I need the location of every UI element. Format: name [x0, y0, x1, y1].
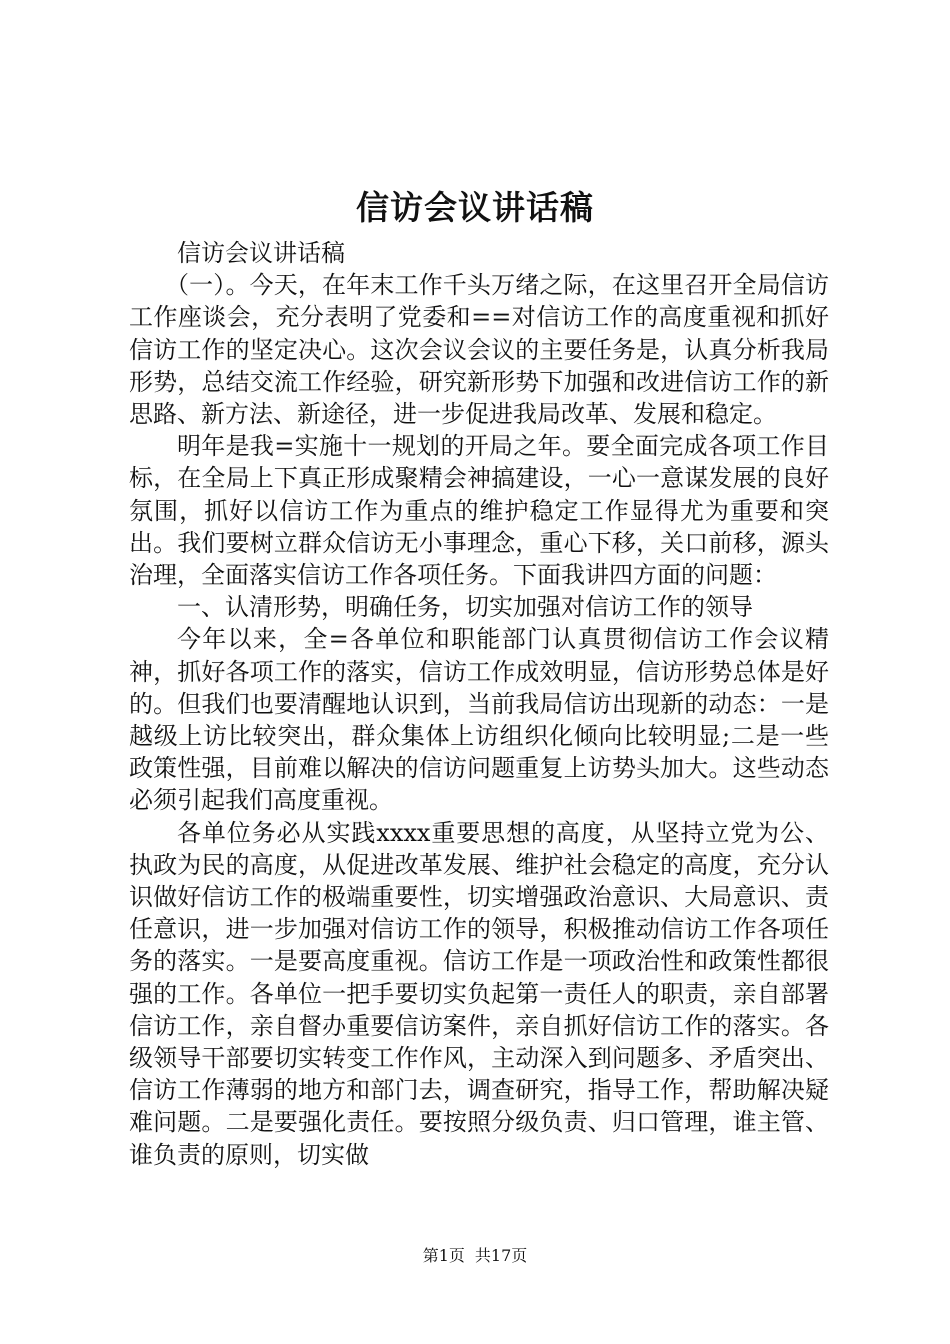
- body-paragraph: 明年是我=实施十一规划的开局之年。要全面完成各项工作目标，在全局上下真正形成聚精会神搞建设，一心一意谋发展的良好氛围，抓好以信访工作为重点的维护稳定工作显得尤为重要和突出。我们要树立群众信访无小事理念，重心下移，关口前移，源头治理，全面落实信访工作各项任务。下面我讲四方面的问题：: [129, 432, 829, 590]
- document-body: [129, 237, 829, 1171]
- section-heading: 一、认清形势，明确任务，切实加强对信访工作的领导: [177, 593, 753, 622]
- subtitle-paragraph: 信访会议讲话稿: [177, 239, 345, 267]
- page-total: 共17页: [474, 1246, 528, 1265]
- document-title: 信访会议讲话稿: [356, 188, 594, 227]
- page-number: 第1页: [422, 1246, 465, 1265]
- body-paragraph: 今年以来，全=各单位和职能部门认真贯彻信访工作会议精神，抓好各项工作的落实，信访工作成效明显，信访形势总体是好的。但我们也要清醒地认识到，当前我局信访出现新的动态：一是越级上访比较突出，群众集体上访组织化倾向比较明显;二是一些政策性强，目前难以解决的信访问题重复上访势头加大。这些动态必须引起我们高度重视。: [129, 625, 829, 815]
- page-footer: [0, 1245, 950, 1267]
- body-paragraph: 各单位务必从实践xxxx重要思想的高度，从坚持立党为公、执政为民的高度，从促进改革发展、维护社会稳定的高度，充分认识做好信访工作的极端重要性，切实增强政治意识、大局意识、责任意识，进一步加强对信访工作的领导，积极推动信访工作各项任务的落实。一是要高度重视。信访工作是一项政治性和政策性都很强的工作。各单位一把手要切实负起第一责任人的职责，亲自部署信访工作，亲自督办重要信访案件，亲自抓好信访工作的落实。各级领导干部要切实转变工作作风，主动深入到问题多、矛盾突出、信访工作薄弱的地方和部门去，调查研究，指导工作，帮助解决疑难问题。二是要强化责任。要按照分级负责、归口管理，谁主管、谁负责的原则，切实做: [129, 818, 829, 1169]
- body-paragraph: （一）。今天，在年末工作千头万绪之际，在这里召开全局信访工作座谈会，充分表明了党委和==对信访工作的高度重视和抓好信访工作的坚定决心。这次会议会议的主要任务是，认真分析我局形势，总结交流工作经验，研究新形势下加强和改进信访工作的新思路、新方法、新途径，进一步促进我局改革、发展和稳定。: [129, 271, 829, 429]
